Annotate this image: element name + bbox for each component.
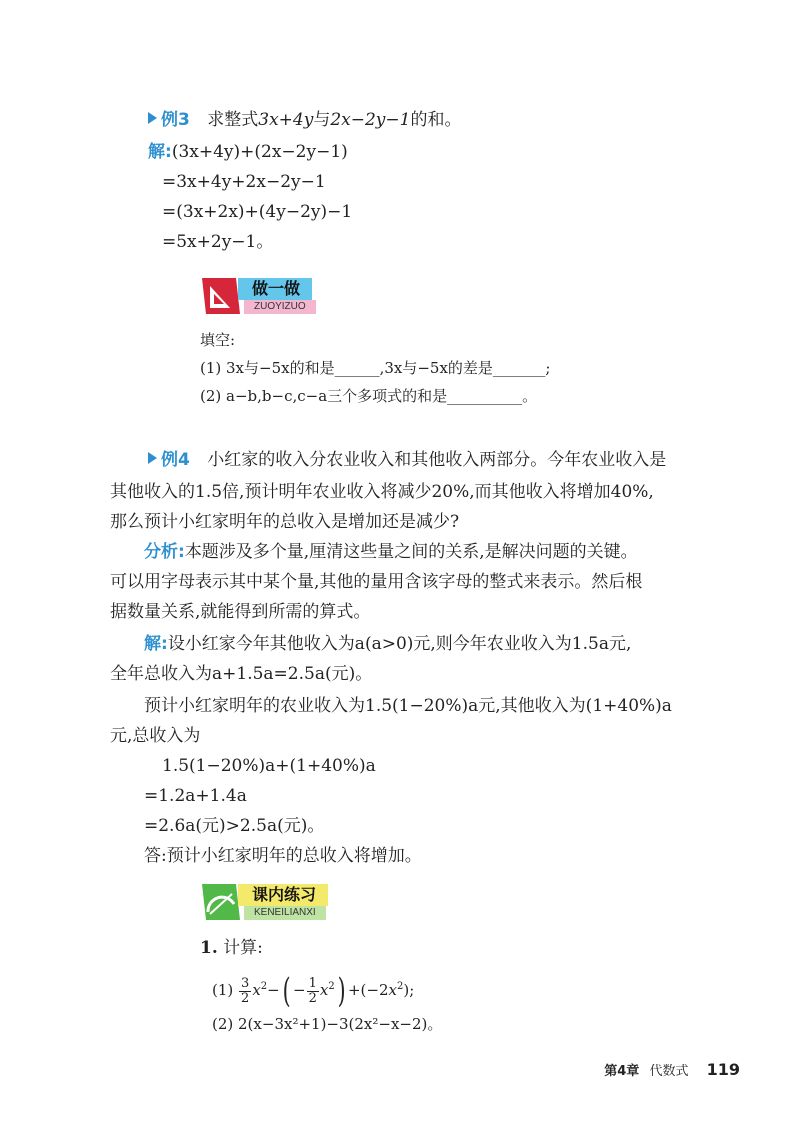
page-footer [604, 1060, 740, 1079]
question-suffix: 的和。 [410, 110, 462, 130]
expr1: 3x+4y [258, 110, 314, 130]
expr2: 2x−2y−1 [330, 110, 411, 130]
problem-text: 小红家的收入分农业收入和其他收入两部分。今年农业收入是 [207, 450, 667, 470]
analysis-label: 分析: [144, 542, 185, 562]
solution-label: 解: [148, 142, 172, 162]
example4-problem-line-3: 那么预计小红家明年的总收入是增加还是减少? [110, 512, 460, 532]
try-it-item-1: (1) 3x与−5x的和是______,3x与−5x的差是_______; [200, 359, 551, 377]
example4-analysis-line-3: 据数量关系,就能得到所需的算式。 [110, 602, 371, 622]
chapter-label: 第4章 [604, 1064, 640, 1079]
example3-step-1: =3x+4y+2x−2y−1 [162, 172, 326, 192]
practice-q1-part2: (2) 2(x−3x²+1)−3(2x²−x−2)。 [212, 1015, 443, 1033]
example4-solution-line-4: 元,总收入为 [110, 726, 201, 746]
try-it-title: 做一做 [238, 278, 312, 300]
example4-problem-line-2: 其他收入的1.5倍,预计明年农业收入将减少20%,而其他收入将增加40%, [110, 482, 654, 502]
example4-analysis-line-1 [144, 540, 638, 564]
question-text: 求整式 [207, 110, 259, 130]
example3-step-3: =5x+2y−1。 [162, 232, 274, 252]
example4-calc-line-1: 1.5(1−20%)a+(1+40%)a [162, 756, 376, 776]
example-marker-icon [148, 112, 157, 124]
example4-problem-line-1 [148, 448, 666, 472]
chapter-title: 代数式 [649, 1064, 689, 1079]
try-it-item-2: (2) a−b,b−c,c−a三个多项式的和是__________。 [200, 387, 538, 405]
example3-label: 例3 [161, 110, 190, 130]
example4-answer: 答:预计小红家明年的总收入将增加。 [144, 846, 422, 866]
example4-analysis-line-2: 可以用字母表示其中某个量,其他的量用含该字母的整式来表示。然后根 [110, 572, 643, 592]
question-mid: 与 [313, 110, 331, 130]
practice-subtitle: KENEILIANXI [244, 906, 326, 920]
page-number: 119 [706, 1060, 740, 1079]
example4-solution-line-3: 预计小红家明年的农业收入为1.5(1−20%)a元,其他收入为(1+40%)a [144, 696, 672, 716]
solution-label: 解: [144, 634, 168, 654]
practice-q1 [200, 936, 263, 960]
try-it-badge [200, 276, 350, 316]
practice-q1-part1: (1) $\frac{3}{2}$ $x^2-$( − $\frac{1}{2}$ $x^2) +(-2x^2)$; [212, 971, 415, 1011]
fraction-1-2: $\frac{1}{2}$ [308, 975, 317, 1006]
practice-title: 课内练习 [238, 884, 328, 906]
example4-calc-line-2: =1.2a+1.4a [144, 786, 247, 806]
example-marker-icon [148, 452, 157, 464]
fraction-3-2: $\frac{3}{2}$ [241, 975, 250, 1006]
example3-step-0 [148, 140, 348, 164]
try-it-prompt: 填空: [200, 331, 236, 349]
example4-solution-line-1 [144, 632, 631, 656]
example3-question [148, 108, 461, 132]
set-square-icon [200, 276, 240, 316]
example4-calc-line-3: =2.6a(元)>2.5a(元)。 [144, 816, 325, 836]
example4-solution-line-2: 全年总收入为a+1.5a=2.5a(元)。 [110, 664, 373, 684]
question-number: 1. [200, 938, 218, 958]
analysis-text: 本题涉及多个量,厘清这些量之间的关系,是解决问题的关键。 [184, 542, 638, 562]
part-label: (1) [212, 981, 234, 999]
example4-label: 例4 [161, 450, 190, 470]
solution-text: 设小红家今年其他收入为a(a>0)元,则今年农业收入为1.5a元, [167, 634, 632, 654]
practice-badge [200, 882, 360, 922]
protractor-icon [200, 882, 240, 922]
question-text: 计算: [223, 938, 263, 958]
try-it-subtitle: ZUOYIZUO [244, 300, 316, 314]
solution-step: (3x+4y)+(2x−2y−1) [171, 142, 348, 162]
example3-step-2: =(3x+2x)+(4y−2y)−1 [162, 202, 353, 222]
